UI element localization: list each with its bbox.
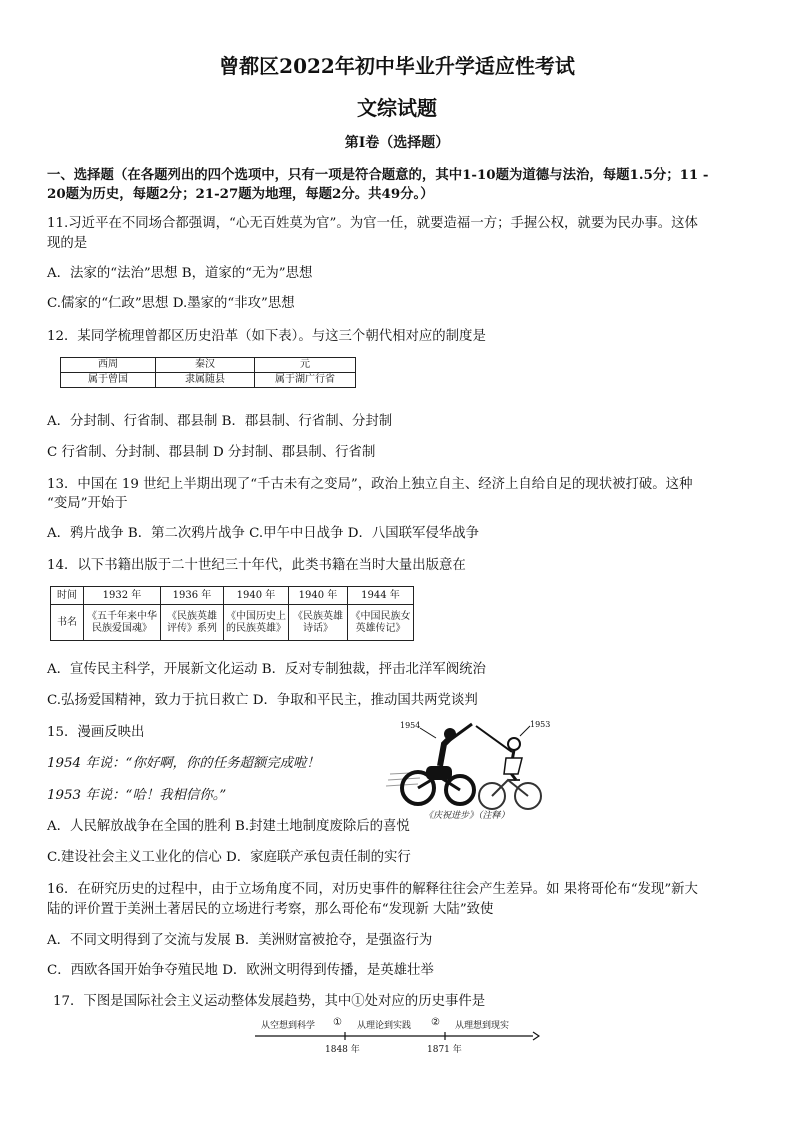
q12-table-header-cell: 秦汉 [156,358,255,373]
timeline-segment-3: 从理想到现实 [453,1018,511,1031]
q12-stem: 12．某同学梳理曾都区历史沿革（如下表）。与这三个朝代相对应的制度是 [47,329,486,344]
q13-stem-line-1: 13．中国在 19 世纪上半期出现了“千古未有之变局”，政治上独立自主、经济上自给自足的现状被打破。这种 [47,477,693,492]
cartoon-illustration [380,718,560,822]
q14-table-row-label: 时间 [51,587,84,605]
q15-quote-1953: 1953 年说：“哈！我相信你。” [47,788,227,803]
q14-table-row-label: 书名 [51,605,84,641]
q14-table-book-cell [289,605,348,641]
book-title-line: 《五千年来中华 [87,611,157,622]
q14-table-book-cell [84,605,161,641]
q14-stem: 14．以下书籍出版于二十世纪三十年代，此类书籍在当时大量出版意在 [47,558,466,573]
q14-options-ab: A．宣传民主科学，开展新文化运动 B．反对专制独裁，抨击北洋军阀统治 [47,662,486,677]
book-title-line: 《民族英雄 [167,611,217,622]
q12-options-ab: A．分封制、行省制、郡县制 B．郡县制、行省制、分封制 [47,414,393,429]
q14-table [50,586,414,641]
book-title-line: 的民族英雄》 [226,622,286,634]
q16-stem-line-1: 16．在研究历史的过程中，由于立场角度不同，对历史事件的解释往往会产生差异。如 果将哥伦布“发现”新大 [47,882,698,897]
book-title-line: 《中国历史上 [226,611,286,622]
q15-options-ab: A．人民解放战争在全国的胜利 B.封建土地制度废除后的喜悦 [47,819,410,834]
q16-stem-line-2: 陆的评价置于美洲土著居民的立场进行考察，那么哥伦布“发现新 大陆”致使 [47,902,494,917]
book-title-line: 评传》系列 [167,622,217,634]
q14-table-book-cell [348,605,414,641]
book-title-line: 英雄传记》 [355,622,406,634]
q12-table-cell: 属于曾国 [61,373,156,388]
q11-stem-line-1: 11.习近平在不同场合都强调，“心无百姓莫为官”。为官一任，就要造福一方；手握公权，就要为民办事。这体 [47,216,698,231]
book-title-line: 《民族英雄 [293,611,343,622]
book-title-line: 《中国民族女 [350,611,411,622]
cartoon-label-1953: 1953 [530,720,551,729]
q17-stem: 17．下图是国际社会主义运动整体发展趋势，其中①处对应的历史事件是 [53,994,486,1009]
q11-stem-line-2: 现的是 [47,236,88,251]
q14-table-year-cell: 1936 年 [161,587,224,605]
q14-table-year-cell: 1944 年 [348,587,414,605]
exam-subtitle: 文综试题 [357,96,437,120]
q16-options-ab: A．不同文明得到了交流与发展 B．美洲财富被抢夺，是强盗行为 [47,933,433,948]
timeline-mark-1: ① [333,1017,342,1028]
instructions-line-1: 一、选择题（在各题列出的四个选项中，只有一项是符合题意的，其中1-10题为道德与法治，每题1.5分；11 - [47,167,709,183]
q14-options-cd: C.弘扬爱国精神，致力于抗日救亡 D．争取和平民主，推动国共两党谈判 [47,693,478,708]
q14-table-book-cell [224,605,289,641]
q14-table-book-cell [161,605,224,641]
q13-stem-line-2: “变局”开始于 [47,496,128,511]
q12-table-cell: 隶属随县 [156,373,255,388]
q12-table [60,357,356,388]
q17-timeline [255,1018,540,1058]
cartoon-caption: 《庆祝进步》（注释） [424,811,510,821]
timeline-segment-2: 从理论到实践 [355,1018,413,1031]
q12-options-cd: C 行省制、分封制、郡县制 D 分封制、郡县制、行省制 [47,445,376,460]
book-title-line: 诗话》 [303,622,333,634]
exam-title: 曾都区2022年初中毕业升学适应性考试 [219,54,575,78]
q14-table-year-cell: 1940 年 [289,587,348,605]
section-title: 第Ⅰ卷（选择题） [344,135,450,151]
q13-options: A．鸦片战争 B．第二次鸦片战争 C.甲午中日战争 D．八国联军侵华战争 [47,526,479,541]
timeline-mark-2: ② [431,1017,440,1028]
q15-cartoon [380,718,560,822]
timeline-year-1: 1848 年 [325,1045,360,1055]
q14-table-year-cell: 1932 年 [84,587,161,605]
book-title-line: 民族爱国魂》 [92,622,152,634]
q11-options-cd: C.儒家的“仁政”思想 D.墨家的“非攻”思想 [47,296,295,311]
timeline-year-2: 1871 年 [427,1045,462,1055]
q15-options-cd: C.建设社会主义工业化的信心 D．家庭联产承包责任制的实行 [47,850,411,865]
instructions-line-2: 20题为历史，每题2分；21-27题为地理，每题2分。共49分。） [47,186,434,202]
q12-table-cell: 属于湖广行省 [255,373,356,388]
q15-quote-1954: 1954 年说：“你好啊，你的任务超额完成啦！ [47,756,320,771]
q12-table-header-cell: 西周 [61,358,156,373]
q14-table-year-cell: 1940 年 [224,587,289,605]
q15-stem: 15．漫画反映出 [47,725,145,740]
q12-table-header-cell: 元 [255,358,356,373]
timeline-segment-1: 从空想到科学 [259,1018,317,1031]
q16-options-cd: C．西欧各国开始争夺殖民地 D．欧洲文明得到传播，是英雄壮举 [47,963,434,978]
cartoon-label-1954: 1954 [400,721,421,730]
q11-options-ab: A．法家的“法治”思想 B，道家的“无为”思想 [47,266,313,281]
